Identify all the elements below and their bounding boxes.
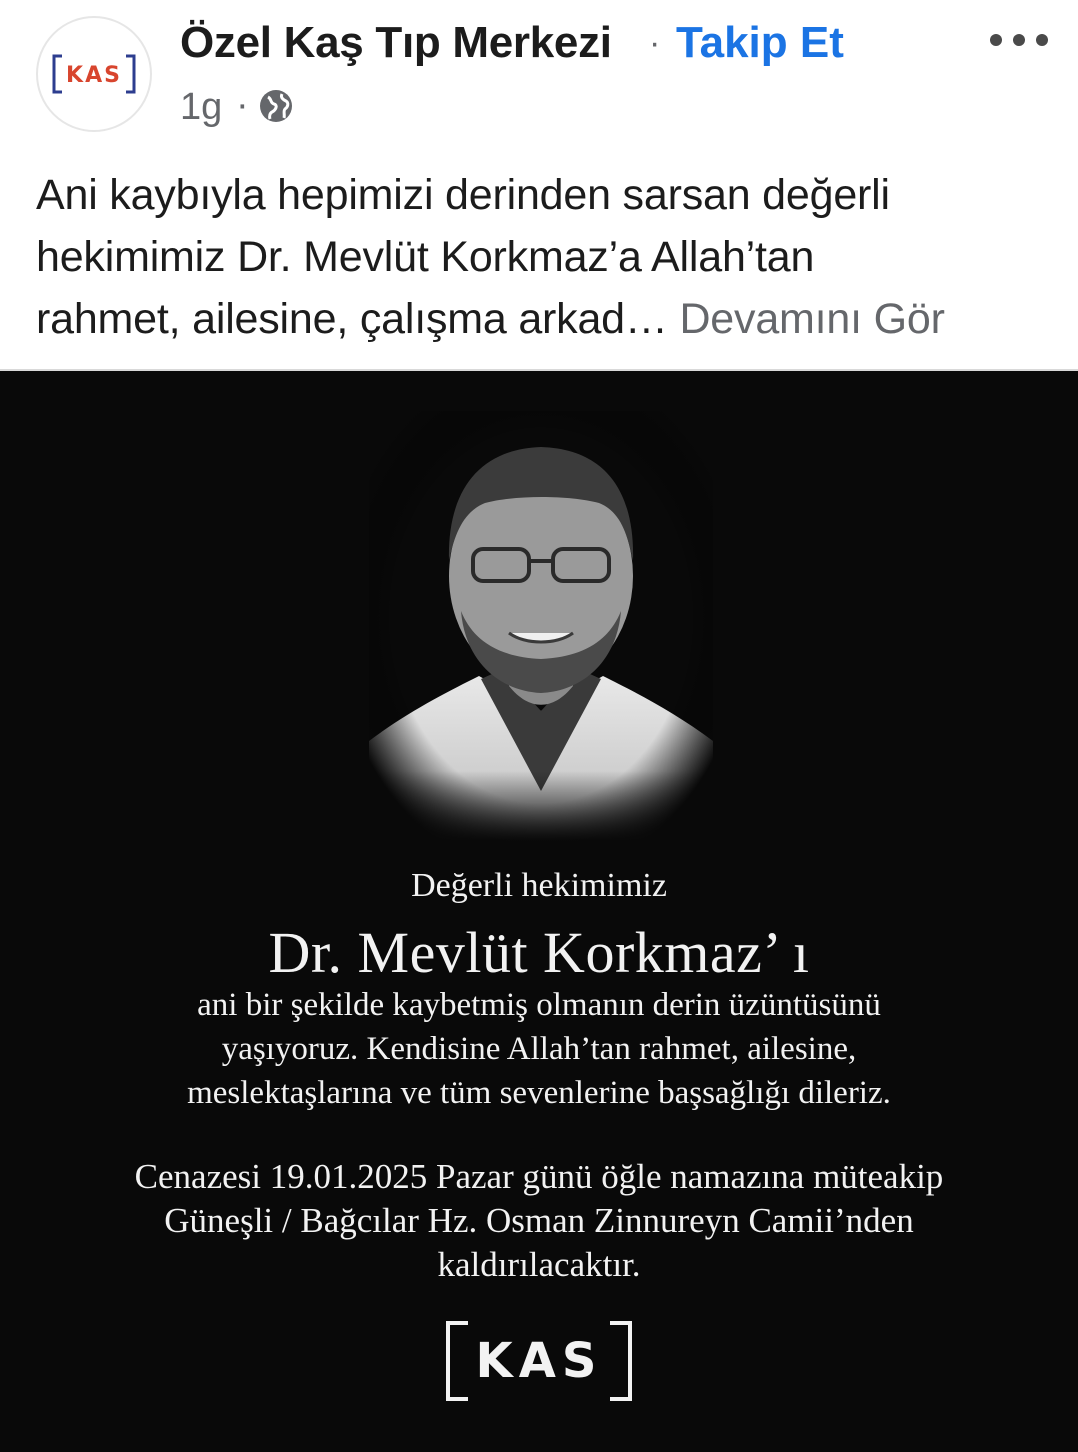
caption-line (36, 288, 1056, 350)
condolence-line: ani bir şekilde kaybetmiş olmanın derin üzüntüsünü (197, 987, 881, 1023)
funeral-line: Cenazesi 19.01.2025 Pazar günü öğle namazına müteakip (134, 1157, 944, 1196)
funeral-line: kaldırılacaktır. (437, 1245, 641, 1284)
portrait-photo (369, 411, 713, 841)
condolence-line: meslektaşlarına ve tüm sevenlerine başsağlığı dileriz. (187, 1075, 891, 1111)
avatar-logo-text: KAS (66, 63, 122, 88)
caption-line: hekimimiz Dr. Mevlüt Korkmaz’a Allah’tan (36, 233, 815, 281)
funeral-line: Güneşli / Bağcılar Hz. Osman Zinnureyn Camii’nden (164, 1201, 914, 1240)
post-header (0, 0, 1078, 140)
post-caption (36, 164, 1056, 350)
follow-button[interactable]: Takip Et (676, 18, 844, 67)
funeral-info (0, 1155, 1078, 1287)
kas-logo-icon (38, 18, 150, 130)
page-avatar[interactable] (36, 16, 152, 132)
kas-logo (446, 1321, 632, 1405)
caption-line: Ani kaybıyla hepimizi derinden sarsan değerli (36, 171, 890, 219)
logo-right-bracket (610, 1321, 632, 1401)
page-name[interactable]: Özel Kaş Tıp Merkezi (180, 18, 612, 67)
condolence-text (0, 983, 1078, 1115)
meta-separator: · (236, 84, 249, 126)
post-image[interactable] (0, 371, 1078, 1452)
notice-intro: Değerli hekimimiz (411, 867, 667, 904)
caption-line-text: rahmet, ailesine, çalışma arkad… (36, 295, 668, 343)
deceased-name: Dr. Mevlüt Korkmaz’ ı (268, 920, 810, 985)
more-options-icon[interactable] (988, 28, 1050, 52)
condolence-line: yaşıyoruz. Kendisine Allah’tan rahmet, ailesine, (221, 1031, 857, 1067)
see-more-link[interactable]: Devamını Gör (679, 295, 945, 343)
post-time[interactable]: 1g (180, 86, 223, 128)
logo-text: KAS (475, 1333, 603, 1389)
globe-icon (258, 88, 294, 134)
title-separator: · (649, 24, 661, 62)
